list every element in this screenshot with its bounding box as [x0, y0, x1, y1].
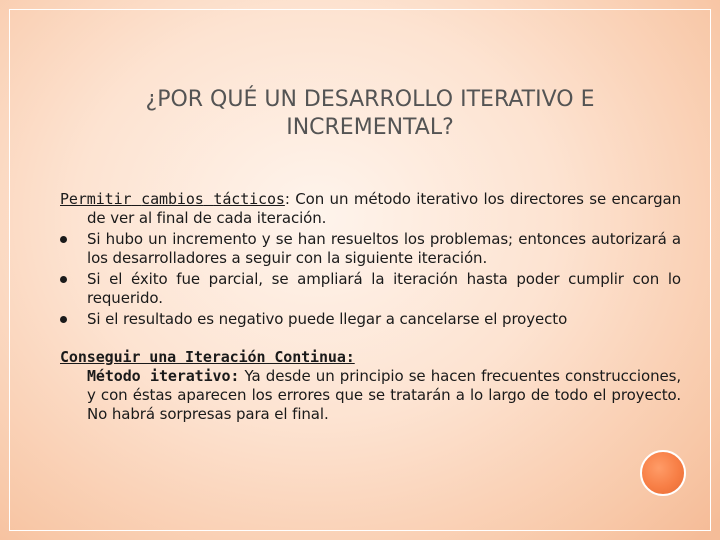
bullet-dot-icon: [60, 316, 67, 323]
decorative-orb-icon: [640, 450, 686, 496]
section1-bullet-list: [60, 230, 681, 329]
section1-intro-text: : Con un método iterativo los directores se encargan de ver al final de cada iteración.: [87, 190, 682, 227]
section2-text: Ya desde un principio se hacen frecuentes construcciones, y con éstas aparecen los errores que se tratarán a lo largo de todo el proyecto. No habrá sorpresas para el final.: [87, 367, 681, 423]
slide-body: [60, 190, 681, 424]
bullet-item: [60, 310, 681, 329]
section2: [60, 348, 681, 424]
slide-title: [60, 86, 680, 142]
bullet-dot-icon: [60, 236, 67, 243]
section2-heading: Conseguir una Iteración Continua:: [60, 348, 355, 366]
section1-intro: [60, 190, 681, 228]
bullet-dot-icon: [60, 276, 67, 283]
section1-term-part1: Permitir: [60, 190, 132, 208]
title-line-2: INCREMENTAL?: [286, 115, 454, 140]
bullet-text: Si el éxito fue parcial, se ampliará la iteración hasta poder cumplir con lo requerido.: [87, 270, 681, 307]
section1-term-part3: tácticos: [213, 190, 285, 208]
bullet-text: Si hubo un incremento y se han resueltos los problemas; entonces autorizará a los desarrolladores a seguir con la siguiente iteración.: [87, 230, 681, 267]
title-line-1: ¿POR QUÉ UN DESARROLLO ITERATIVO E: [145, 87, 595, 112]
bullet-item: [60, 270, 681, 308]
bullet-item: [60, 230, 681, 268]
section2-label: Método iterativo:: [87, 367, 240, 385]
bullet-text: Si el resultado es negativo puede llegar a cancelarse el proyecto: [87, 310, 568, 328]
section2-body: [60, 367, 681, 424]
section1-term-part2: cambios: [141, 190, 204, 208]
